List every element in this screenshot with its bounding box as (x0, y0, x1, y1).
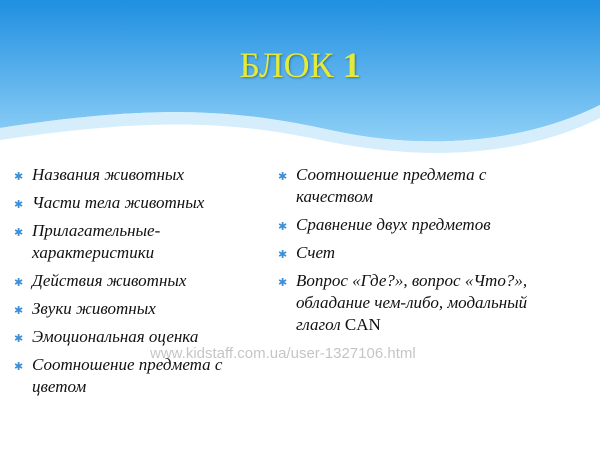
snowflake-icon: ✱ (278, 249, 288, 261)
list-item: ✱ Части тела животных (12, 192, 262, 214)
list-item: ✱ Действия животных (12, 270, 262, 292)
snowflake-icon: ✱ (278, 221, 288, 233)
list-item: ✱ Сравнение двух предметов (276, 214, 546, 236)
list-item: ✱ Вопрос «Где?», вопрос «Что?», обладание чем-либо, модальный глагол CAN (278, 271, 528, 334)
left-list (12, 164, 262, 404)
snowflake-icon: ✱ (14, 227, 24, 239)
snowflake-icon: ✱ (14, 277, 24, 289)
snowflake-icon: ✱ (14, 171, 24, 183)
title-prefix: БЛОК (239, 45, 343, 85)
title-number: 1 (342, 45, 361, 85)
list-item: ✱ Названия животных (12, 164, 262, 186)
list-item: ✱ Соотношение предмета с качеством (278, 165, 487, 206)
slide-title (0, 44, 600, 86)
snowflake-icon: ✱ (14, 361, 24, 373)
snowflake-icon: ✱ (278, 171, 288, 183)
snowflake-icon: ✱ (278, 277, 288, 289)
list-item: ✱ Эмоциональная оценка (12, 326, 262, 348)
can-word: CAN (344, 315, 381, 334)
snowflake-icon: ✱ (14, 305, 24, 317)
list-item: ✱ Звуки животных (12, 298, 262, 320)
list-item: ✱ Соотношение предмета с цветом (14, 355, 223, 396)
list-item: ✱ Прилагательные-характеристики (14, 221, 161, 262)
right-list (276, 164, 546, 342)
watermark: www.kidstaff.com.ua/user-1327106.html (150, 345, 416, 362)
snowflake-icon: ✱ (14, 199, 24, 211)
list-item: ✱ Счет (276, 242, 546, 264)
snowflake-icon: ✱ (14, 333, 24, 345)
